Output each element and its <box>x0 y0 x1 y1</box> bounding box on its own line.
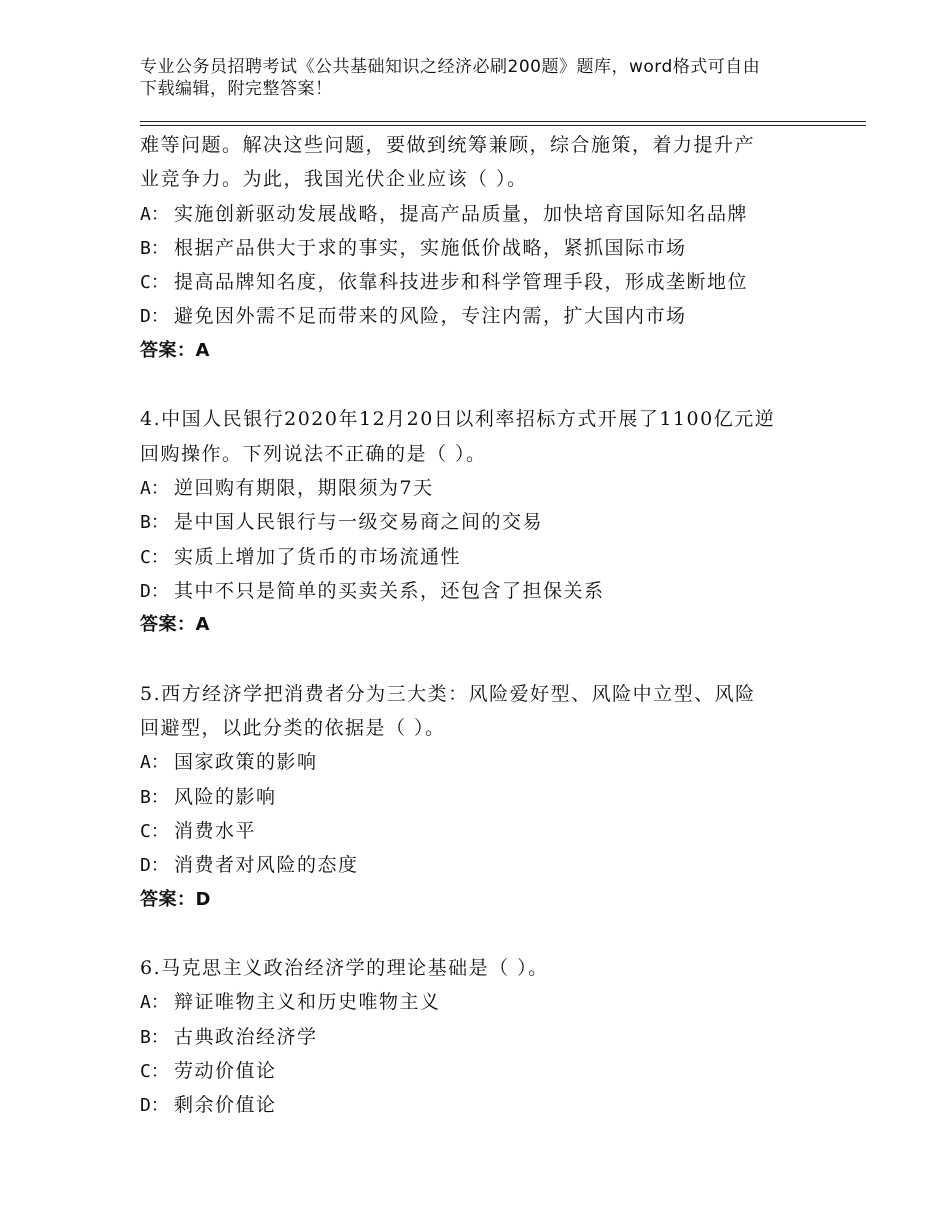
option-text: 提高品牌知名度，依靠科技进步和科学管理手段，形成垄断地位 <box>174 271 749 294</box>
header-rule-bottom <box>140 125 866 126</box>
option-key: C： <box>140 272 169 294</box>
question-stem-line: 难等问题。解决这些问题，要做到统筹兼顾，综合施策，着力提升产 <box>140 134 756 156</box>
document-header <box>140 56 810 100</box>
option-a <box>140 745 860 779</box>
option-text: 实质上增加了货币的市场流通性 <box>174 545 462 568</box>
question-stem-line: 6.马克思主义政治经济学的理论基础是（ ）。 <box>140 957 549 980</box>
question-stem-line: 4.中国人民银行2020年12月20日以利率招标方式开展了1100亿元逆 <box>140 408 776 431</box>
option-c <box>140 540 860 574</box>
option-key: C： <box>140 546 169 568</box>
option-c <box>140 1054 860 1088</box>
question-stem-line: 5.西方经济学把消费者分为三大类：风险爱好型、风险中立型、风险 <box>140 682 756 705</box>
answer-line: 答案：D <box>140 888 211 910</box>
option-key: A： <box>140 752 169 774</box>
option-key: B： <box>140 1026 169 1048</box>
option-key: A： <box>140 477 169 499</box>
option-key: B： <box>140 237 169 259</box>
option-text: 其中不只是简单的买卖关系，还包含了担保关系 <box>174 579 605 602</box>
header-line-1: 专业公务员招聘考试《公共基础知识之经济必刷200题》题库，word格式可自由 <box>140 57 761 77</box>
option-text: 古典政治经济学 <box>174 1025 318 1048</box>
option-a <box>140 985 860 1019</box>
header-rule-top <box>140 121 866 122</box>
option-c <box>140 814 860 848</box>
option-b <box>140 780 860 814</box>
option-key: D： <box>140 306 169 328</box>
option-text: 消费者对风险的态度 <box>174 854 359 877</box>
question-list <box>140 128 860 1123</box>
question-5 <box>140 677 860 917</box>
option-key: D： <box>140 855 169 877</box>
option-d <box>140 1088 860 1122</box>
option-text: 国家政策的影响 <box>174 751 318 774</box>
spacer <box>140 368 860 402</box>
option-b <box>140 231 860 265</box>
question-stem-line: 业竞争力。为此，我国光伏企业应该（ ）。 <box>140 168 528 191</box>
option-d <box>140 848 860 882</box>
option-key: D： <box>140 1095 169 1117</box>
option-text: 逆回购有期限，期限须为7天 <box>174 476 434 499</box>
answer-line: 答案：A <box>140 339 210 361</box>
question-3 <box>140 128 860 368</box>
answer-line: 答案：A <box>140 614 210 636</box>
option-text: 消费水平 <box>174 819 257 842</box>
option-key: C： <box>140 820 169 842</box>
option-text: 劳动价值论 <box>174 1060 277 1083</box>
header-line-2: 下载编辑，附完整答案！ <box>140 79 333 99</box>
option-text: 避免因外需不足而带来的风险，专注内需，扩大国内市场 <box>174 305 687 328</box>
question-stem-line: 回避型，以此分类的依据是（ ）。 <box>140 717 446 740</box>
question-6 <box>140 951 860 1122</box>
option-b <box>140 1020 860 1054</box>
option-text: 是中国人民银行与一级交易商之间的交易 <box>174 511 544 534</box>
spacer <box>140 917 860 951</box>
option-d <box>140 574 860 608</box>
option-b <box>140 505 860 539</box>
option-key: A： <box>140 203 169 225</box>
option-text: 风险的影响 <box>174 785 277 808</box>
option-c <box>140 265 860 299</box>
option-key: A： <box>140 992 169 1014</box>
option-a <box>140 197 860 231</box>
option-d <box>140 299 860 333</box>
question-4 <box>140 402 860 642</box>
option-text: 根据产品供大于求的事实，实施低价战略，紧抓国际市场 <box>174 236 687 259</box>
option-text: 剩余价值论 <box>174 1094 277 1117</box>
option-a <box>140 471 860 505</box>
spacer <box>140 642 860 676</box>
option-text: 实施创新驱动发展战略，提高产品质量，加快培育国际知名品牌 <box>174 202 749 225</box>
option-key: B： <box>140 512 169 534</box>
option-key: B： <box>140 786 169 808</box>
option-key: C： <box>140 1061 169 1083</box>
option-key: D： <box>140 580 169 602</box>
question-stem-line: 回购操作。下列说法不正确的是（ ）。 <box>140 442 487 465</box>
option-text: 辩证唯物主义和历史唯物主义 <box>174 991 441 1014</box>
